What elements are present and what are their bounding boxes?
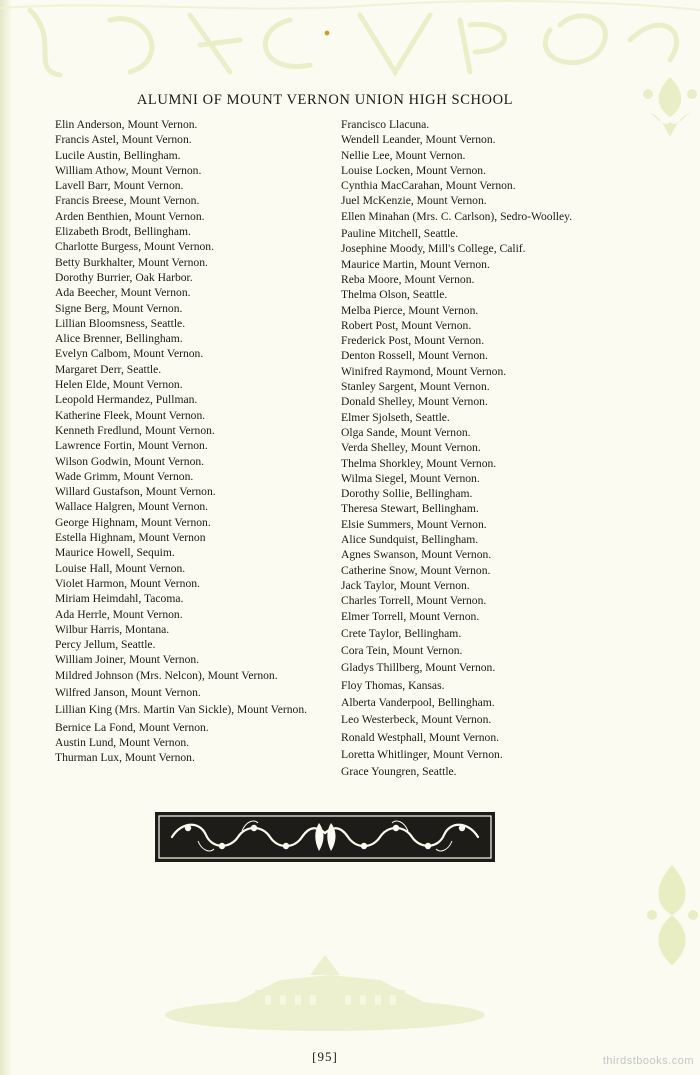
alumni-entry: Ada Herrle, Mount Vernon. bbox=[55, 607, 183, 621]
alumni-entry: Betty Burkhalter, Mount Vernon. bbox=[55, 255, 208, 269]
alumni-entry: Dorothy Sollie, Bellingham. bbox=[341, 487, 473, 501]
ornament-icon bbox=[645, 860, 700, 970]
alumni-entry: Crete Taylor, Bellingham. bbox=[341, 626, 462, 640]
alumni-entry: Miriam Heimdahl, Tacoma. bbox=[55, 592, 184, 606]
alumni-entry: Charlotte Burgess, Mount Vernon. bbox=[55, 240, 214, 254]
alumni-entry: Floy Thomas, Kansas. bbox=[341, 678, 445, 692]
alumni-entry: Gladys Thillberg, Mount Vernon. bbox=[341, 661, 496, 675]
alumni-entry: Ada Beecher, Mount Vernon. bbox=[55, 286, 191, 300]
alumni-entry: Louise Locken, Mount Vernon. bbox=[341, 163, 487, 177]
alumni-entry: Bernice La Fond, Mount Vernon. bbox=[55, 720, 209, 734]
alumni-entry: Kenneth Fredlund, Mount Vernon. bbox=[55, 423, 215, 437]
alumni-entry: Elmer Torrell, Mount Vernon. bbox=[341, 609, 480, 623]
alumni-entry: Arden Benthien, Mount Vernon. bbox=[55, 209, 205, 223]
alumni-entry: Violet Harmon, Mount Vernon. bbox=[55, 576, 200, 590]
alumni-entry: Robert Post, Mount Vernon. bbox=[341, 318, 472, 332]
alumni-entry: Wilson Godwin, Mount Vernon. bbox=[55, 454, 205, 468]
alumni-entry: Charles Torrell, Mount Vernon. bbox=[341, 594, 487, 608]
alumni-entry: Katherine Fleek, Mount Vernon. bbox=[55, 408, 206, 422]
alumni-entry: Juel McKenzie, Mount Vernon. bbox=[341, 194, 487, 208]
decorative-divider-icon bbox=[154, 811, 496, 863]
alumni-entry: Louise Hall, Mount Vernon. bbox=[55, 561, 186, 575]
alumni-entry: Wilma Siegel, Mount Vernon. bbox=[341, 471, 480, 485]
alumni-entry: William Athow, Mount Vernon. bbox=[55, 163, 202, 177]
alumni-entry: Wallace Halgren, Mount Vernon. bbox=[55, 500, 209, 514]
page-title: ALUMNI OF MOUNT VERNON UNION HIGH SCHOOL bbox=[136, 92, 514, 108]
alumni-entry: Alberta Vanderpool, Bellingham. bbox=[341, 695, 495, 709]
alumni-entry: Willard Gustafson, Mount Vernon. bbox=[55, 485, 216, 499]
alumni-entry: Verda Shelley, Mount Vernon. bbox=[341, 441, 481, 455]
alumni-entry: Olga Sande, Mount Vernon. bbox=[341, 425, 471, 439]
alumni-entry: Elmer Sjolseth, Seattle. bbox=[341, 410, 450, 424]
alumni-entry: Josephine Moody, Mill's College, Calif. bbox=[341, 242, 526, 256]
alumni-entry: Elin Anderson, Mount Vernon. bbox=[55, 118, 198, 131]
alumni-entry: Helen Elde, Mount Vernon. bbox=[55, 378, 183, 392]
alumni-entry: Lucile Austin, Bellingham. bbox=[55, 148, 181, 162]
alumni-entry: Maurice Howell, Sequim. bbox=[55, 546, 175, 560]
watermark: thirdstbooks.com bbox=[602, 1055, 694, 1067]
alumni-entry: Signe Berg, Mount Vernon. bbox=[55, 301, 183, 315]
alumni-entry: Elsie Summers, Mount Vernon. bbox=[341, 517, 487, 531]
alumni-entry: Lillian King (Mrs. Martin Van Sickle), Mount Vernon. bbox=[55, 703, 308, 717]
alumni-entry: Evelyn Calbom, Mount Vernon. bbox=[55, 347, 204, 361]
alumni-entry: Stanley Sargent, Mount Vernon. bbox=[341, 380, 490, 394]
alumni-entry: Estella Highnam, Mount Vernon bbox=[55, 531, 206, 545]
alumni-entry: Loretta Whitlinger, Mount Vernon. bbox=[341, 747, 503, 761]
alumni-entry: Wilbur Harris, Montana. bbox=[55, 622, 170, 636]
alumni-entry: Elizabeth Brodt, Bellingham. bbox=[55, 225, 191, 239]
alumni-list-left bbox=[55, 117, 323, 765]
alumni-entry: Maurice Martin, Mount Vernon. bbox=[341, 257, 490, 271]
alumni-entry: Melba Pierce, Mount Vernon. bbox=[341, 303, 479, 317]
faded-building-illustration bbox=[160, 945, 490, 1035]
alumni-entry: Winifred Raymond, Mount Vernon. bbox=[341, 364, 507, 378]
alumni-entry: Thelma Olson, Seattle. bbox=[341, 288, 448, 302]
alumni-entry: Thelma Shorkley, Mount Vernon. bbox=[341, 456, 497, 470]
alumni-entry: George Highnam, Mount Vernon. bbox=[55, 515, 211, 529]
alumni-entry: Mildred Johnson (Mrs. Nelcon), Mount Vernon. bbox=[55, 668, 278, 682]
alumni-entry: Ronald Westphall, Mount Vernon. bbox=[341, 730, 500, 744]
alumni-list-right bbox=[341, 117, 603, 779]
alumni-entry: Cora Tein, Mount Vernon. bbox=[341, 644, 463, 658]
alumni-entry: Wilfred Janson, Mount Vernon. bbox=[55, 685, 201, 699]
alumni-entry: Alice Brenner, Bellingham. bbox=[55, 332, 183, 346]
alumni-entry: Nellie Lee, Mount Vernon. bbox=[341, 148, 466, 162]
alumni-entry: Frederick Post, Mount Vernon. bbox=[341, 334, 485, 348]
alumni-entry: Francis Astel, Mount Vernon. bbox=[55, 133, 192, 147]
alumni-entry: Cynthia MacCarahan, Mount Vernon. bbox=[341, 179, 516, 193]
alumni-entry: Austin Lund, Mount Vernon. bbox=[55, 735, 190, 749]
alumni-entry: Ellen Minahan (Mrs. C. Carlson), Sedro-Woolley. bbox=[341, 209, 573, 223]
alumni-entry: Lavell Barr, Mount Vernon. bbox=[55, 179, 184, 193]
alumni-entry: Leo Westerbeck, Mount Vernon. bbox=[341, 713, 492, 727]
alumni-entry: Francis Breese, Mount Vernon. bbox=[55, 194, 200, 208]
alumni-entry: Catherine Snow, Mount Vernon. bbox=[341, 563, 491, 577]
alumni-entry: Thurman Lux, Mount Vernon. bbox=[55, 751, 195, 765]
alumni-entry: Agnes Swanson, Mount Vernon. bbox=[341, 548, 492, 562]
alumni-entry: Lawrence Fortin, Mount Vernon. bbox=[55, 439, 208, 453]
alumni-entry: Grace Youngren, Seattle. bbox=[341, 765, 457, 779]
alumni-entry: Reba Moore, Mount Vernon. bbox=[341, 272, 475, 286]
alumni-entry: Lillian Bloomsness, Seattle. bbox=[55, 316, 186, 330]
alumni-entry: Alice Sundquist, Bellingham. bbox=[341, 533, 479, 547]
alumni-entry: Pauline Mitchell, Seattle. bbox=[341, 227, 459, 241]
alumni-entry: Percy Jellum, Seattle. bbox=[55, 638, 156, 652]
page-number: [95] bbox=[312, 1049, 338, 1064]
alumni-entry: Margaret Derr, Seattle. bbox=[55, 362, 162, 376]
alumni-entry: Jack Taylor, Mount Vernon. bbox=[341, 578, 470, 592]
alumni-entry: Francisco Llacuna. bbox=[341, 118, 430, 131]
alumni-entry: Leopold Hermandez, Pullman. bbox=[55, 393, 198, 407]
alumni-entry: William Joiner, Mount Vernon. bbox=[55, 653, 200, 667]
page-edge-shading bbox=[0, 0, 12, 1075]
alumni-entry: Wendell Leander, Mount Vernon. bbox=[341, 133, 496, 147]
alumni-entry: Theresa Stewart, Bellingham. bbox=[341, 502, 479, 516]
alumni-entry: Dorothy Burrier, Oak Harbor. bbox=[55, 270, 193, 284]
alumni-entry: Denton Rossell, Mount Vernon. bbox=[341, 349, 488, 363]
alumni-entry: Donald Shelley, Mount Vernon. bbox=[341, 395, 488, 409]
alumni-entry: Wade Grimm, Mount Vernon. bbox=[55, 469, 194, 483]
faded-header-lettering bbox=[0, 0, 700, 80]
